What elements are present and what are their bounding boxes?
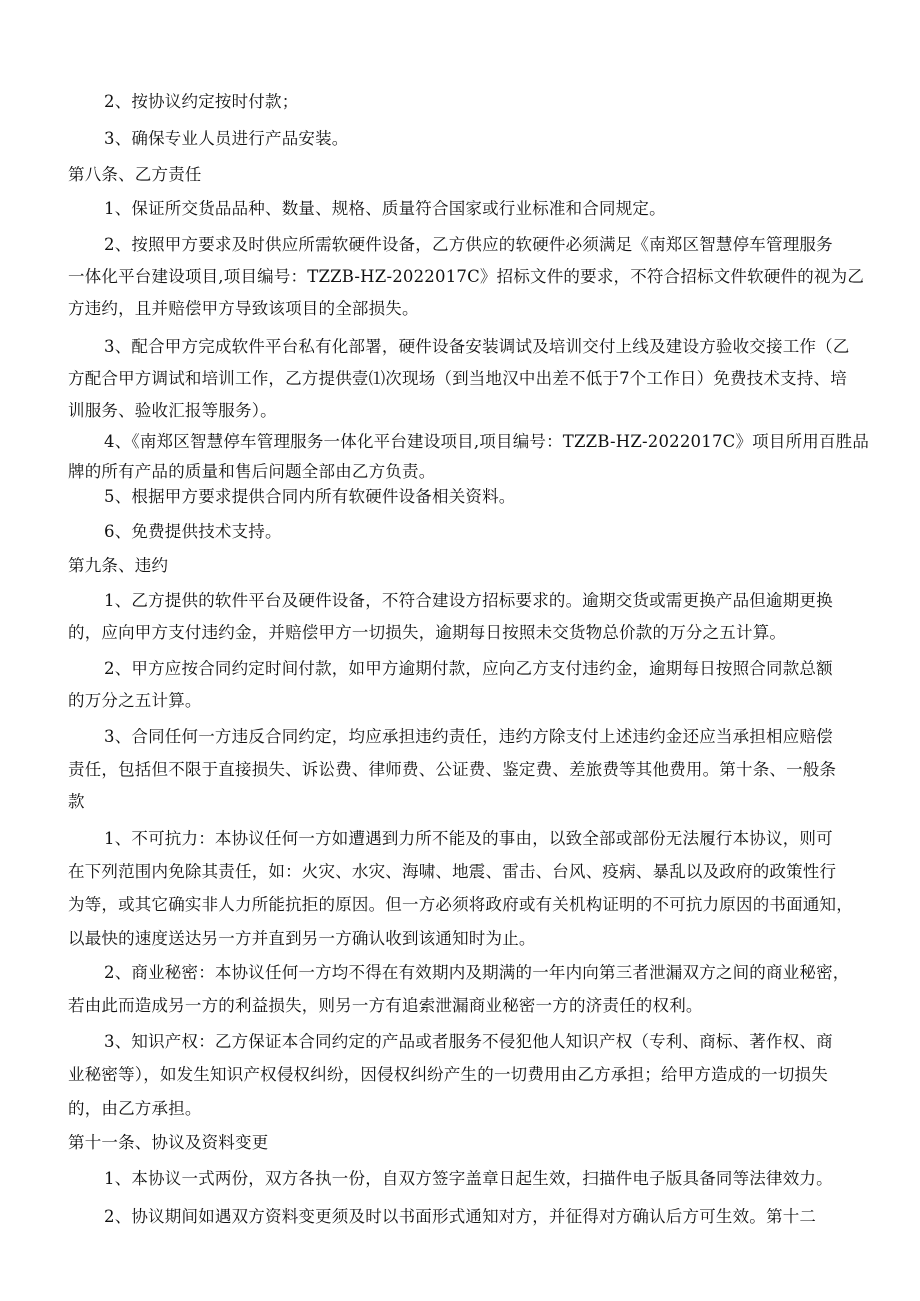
section-heading: 第九条、违约 bbox=[68, 556, 169, 575]
text-line: 方违约，且并赔偿甲方导致该项目的全部损失。 bbox=[68, 299, 419, 318]
text-line: 方配合甲方调试和培训工作，乙方提供壹⑴次现场（到当地汉中出差不低于7个工作日）免费技术支持、培 bbox=[68, 369, 847, 388]
text-line: 2、按照甲方要求及时供应所需软硬件设备，乙方供应的软硬件必须满足《南郑区智慧停车管理服务 bbox=[104, 235, 833, 254]
text-line: 为等，或其它确实非人力所能抗拒的原因。但一方必须将政府或有关机构证明的不可抗力原因的书面通知， bbox=[68, 895, 853, 914]
text-line: 牌的所有产品的质量和售后问题全部由乙方负责。 bbox=[68, 462, 436, 481]
text-line: 6、免费提供技术支持。 bbox=[104, 522, 282, 541]
text-line: 一体化平台建设项目,项目编号：TZZB-HZ-2022017C》招标文件的要求，不符合招标文件软硬件的视为乙 bbox=[68, 267, 865, 286]
text-line: 4、《南郑区智慧停车管理服务一体化平台建设项目,项目编号：TZZB-HZ-2022017C》项目所用百胜品 bbox=[104, 432, 870, 451]
text-line: 训服务、验收汇报等服务）。 bbox=[68, 401, 277, 420]
text-line: 款 bbox=[68, 792, 85, 811]
text-line: 2、按协议约定按时付款； bbox=[104, 92, 299, 111]
text-line: 2、协议期间如遇双方资料变更须及时以书面形式通知对方，并征得对方确认后方可生效。第十二 bbox=[104, 1207, 817, 1226]
text-line: 责任，包括但不限于直接损失、诉讼费、律师费、公证费、鉴定费、差旅费等其他费用。第十条、一般条 bbox=[68, 760, 837, 779]
text-line: 1、乙方提供的软件平台及硬件设备，不符合建设方招标要求的。逾期交货或需更换产品但逾期更换 bbox=[104, 591, 833, 610]
text-line: 1、本协议一式两份，双方各执一份，自双方签字盖章日起生效，扫描件电子版具备同等法律效力。 bbox=[104, 1169, 833, 1188]
text-line: 的，应向甲方支付违约金，并赔偿甲方一切损失，逾期每日按照未交货物总价款的万分之五计算。 bbox=[68, 623, 787, 642]
text-line: 3、合同任何一方违反合同约定，均应承担违约责任，违约方除支付上述违约金还应当承担相应赔偿 bbox=[104, 727, 833, 746]
text-line: 3、配合甲方完成软件平台私有化部署，硬件设备安装调试及培训交付上线及建设方验收交接工作（乙 bbox=[104, 337, 850, 356]
text-line: 的，由乙方承担。 bbox=[68, 1099, 202, 1118]
text-line: 5、根据甲方要求提供合同内所有软硬件设备相关资料。 bbox=[104, 487, 516, 506]
section-heading: 第十一条、协议及资料变更 bbox=[68, 1133, 269, 1152]
text-line: 3、知识产权：乙方保证本合同约定的产品或者服务不侵犯他人知识产权（专利、商标、著作权、商 bbox=[104, 1032, 833, 1051]
text-line: 3、确保专业人员进行产品安装。 bbox=[104, 129, 349, 148]
text-line: 若由此而造成另一方的利益损失，则另一方有追索泄漏商业秘密一方的济责任的权利。 bbox=[68, 996, 703, 1015]
text-line: 1、保证所交货品品种、数量、规格、质量符合国家或行业标准和合同规定。 bbox=[104, 199, 666, 218]
text-line: 在下列范围内免除其责任，如：火灾、水灾、海啸、地震、雷击、台风、疫病、暴乱以及政府的政策性行 bbox=[68, 862, 837, 881]
section-heading: 第八条、乙方责任 bbox=[68, 165, 202, 184]
text-line: 的万分之五计算。 bbox=[68, 691, 202, 710]
text-line: 业秘密等），如发生知识产权侵权纠纷，因侵权纠纷产生的一切费用由乙方承担；给甲方造成的一切损失 bbox=[68, 1065, 828, 1084]
text-line: 以最快的速度送达另一方并直到另一方确认收到该通知时为止。 bbox=[68, 929, 536, 948]
text-line: 2、商业秘密：本协议任何一方均不得在有效期内及期满的一年内向第三者泄漏双方之间的商业秘密， bbox=[104, 963, 850, 982]
text-line: 1、不可抗力：本协议任何一方如遭遇到力所不能及的事由，以致全部或部份无法履行本协议，则可 bbox=[104, 829, 833, 848]
text-line: 2、甲方应按合同约定时间付款，如甲方逾期付款，应向乙方支付违约金，逾期每日按照合同款总额 bbox=[104, 659, 833, 678]
